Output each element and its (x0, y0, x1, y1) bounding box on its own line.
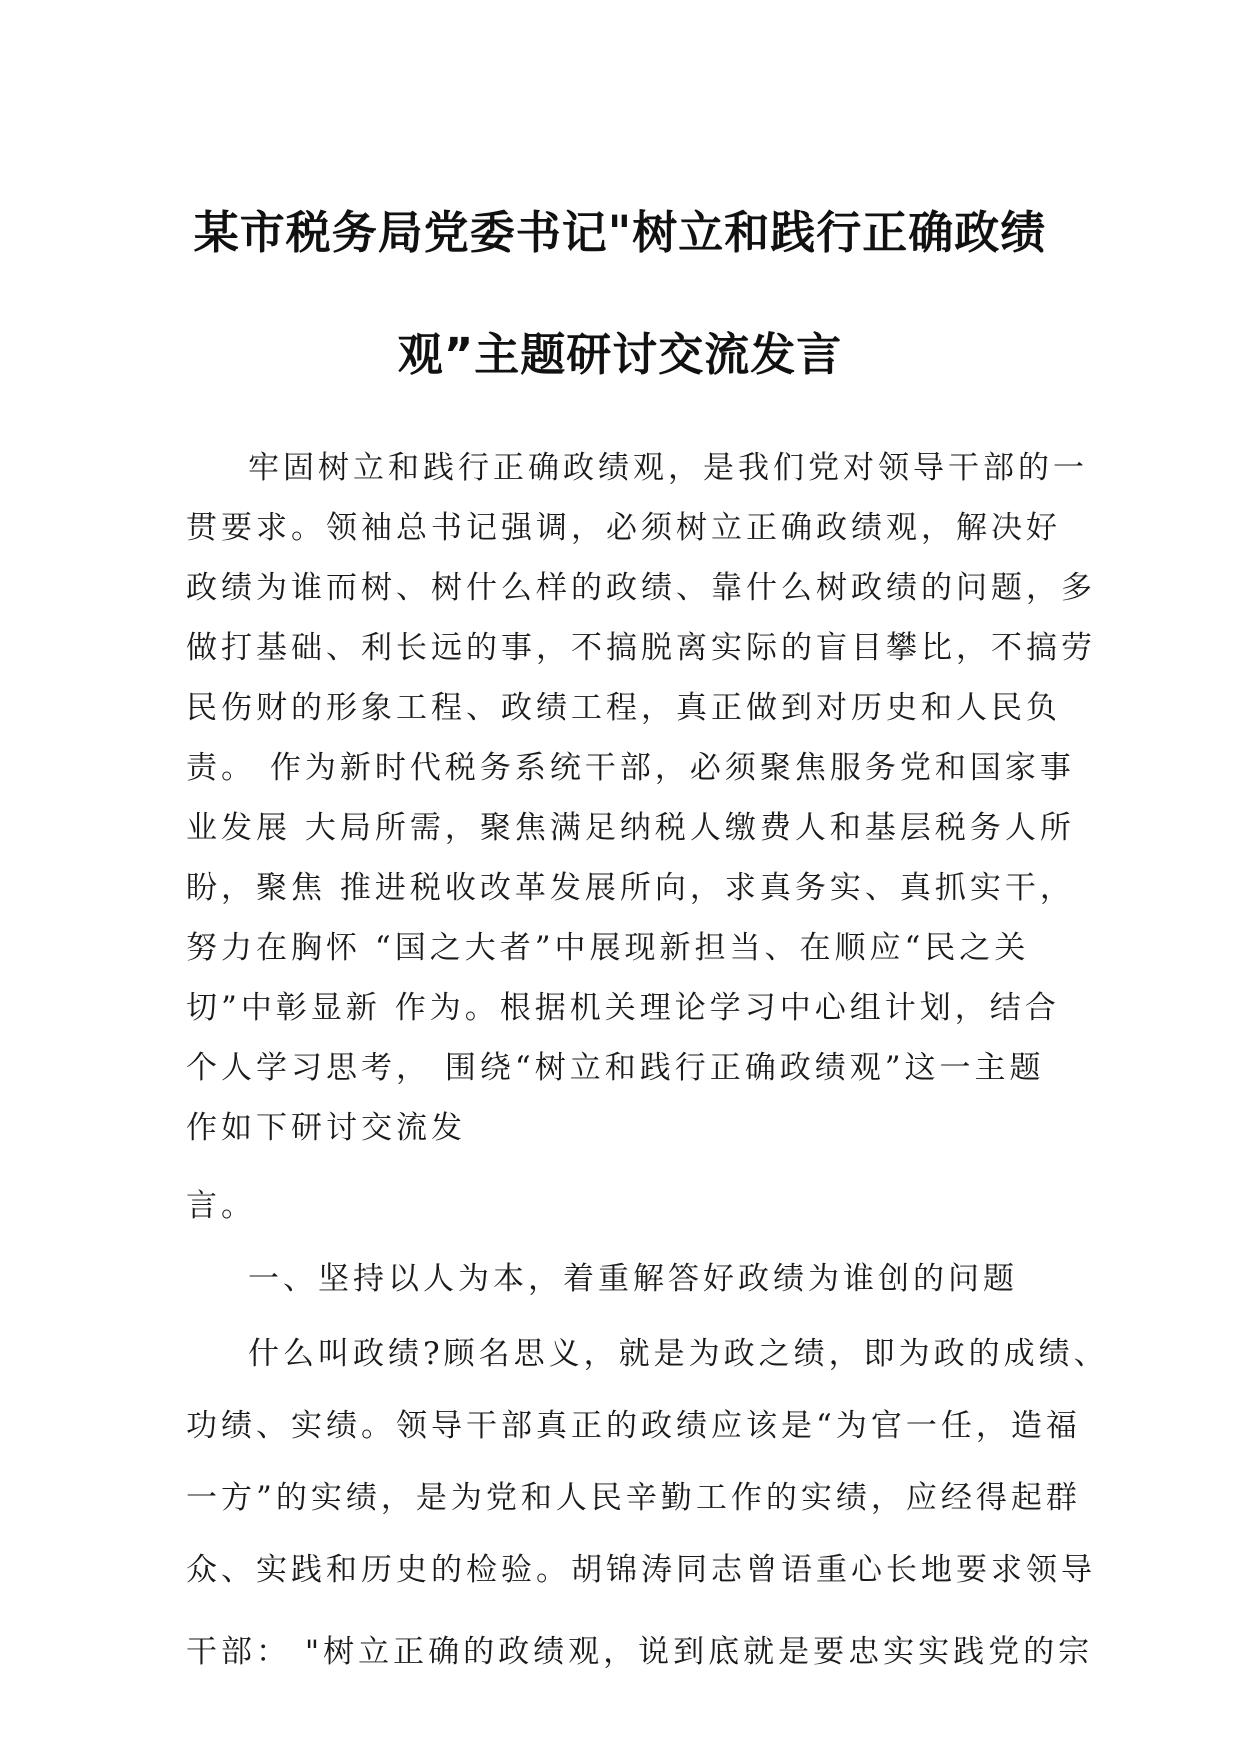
body-text-line: 功绩、实绩。领导干部真正的政绩应该是“为官一任，造福 (186, 1408, 1081, 1444)
body-text-line: 言。 (186, 1188, 256, 1224)
body-text-line: 业发展 大局所需，聚焦满足纳税人缴费人和基层税务人所 (186, 810, 1075, 846)
body-text-line: 切”中彰显新 作为。根据机关理论学习中心组计划，结合 (186, 990, 1060, 1026)
body-text-line: 一方”的实绩，是为党和人民辛勤工作的实绩，应经得起群 (186, 1480, 1081, 1516)
section-heading: 一、坚持以人为本，着重解答好政绩为谁创的问题 (248, 1261, 1018, 1297)
body-text-line: 民伤财的形象工程、政绩工程，真正做到对历史和人民负 (186, 690, 1061, 726)
body-text-line: 做打基础、利长远的事，不搞脱离实际的盲目攀比，不搞劳 (186, 630, 1096, 666)
document-title-line-1: 某市税务局党委书记"树立和践行正确政绩 (193, 206, 1047, 259)
body-text-line: 责。 作为新时代税务系统干部，必须聚焦服务党和国家事 (186, 750, 1075, 786)
body-text-line: 干部： "树立正确的政绩观，说到底就是要忠实实践党的宗 (186, 1634, 1094, 1670)
body-text-line: 众、实践和历史的检验。胡锦涛同志曾语重心长地要求领导 (186, 1552, 1096, 1588)
document-title-line-2: 观”主题研讨交流发言 (397, 328, 843, 381)
body-text-line: 什么叫政绩?顾名思义，就是为政之绩，即为政的成绩、 (248, 1336, 1109, 1372)
body-text-line: 个人学习思考， 围绕“树立和践行正确政绩观”这一主题 (186, 1050, 1045, 1086)
body-text-line: 政绩为谁而树、树什么样的政绩、靠什么树政绩的问题，多 (186, 570, 1096, 606)
body-text-line: 盼，聚焦 推进税收改革发展所向，求真务实、真抓实干， (186, 870, 1075, 906)
body-text-line: 作如下研讨交流发 (186, 1110, 466, 1146)
body-text-line: 努力在胸怀 “国之大者”中展现新担当、在顺应“民之关 (186, 930, 1030, 966)
body-text-line: 贯要求。领袖总书记强调，必须树立正确政绩观，解决好 (186, 510, 1061, 546)
body-text-line: 牢固树立和践行正确政绩观，是我们党对领导干部的一 (248, 450, 1088, 486)
